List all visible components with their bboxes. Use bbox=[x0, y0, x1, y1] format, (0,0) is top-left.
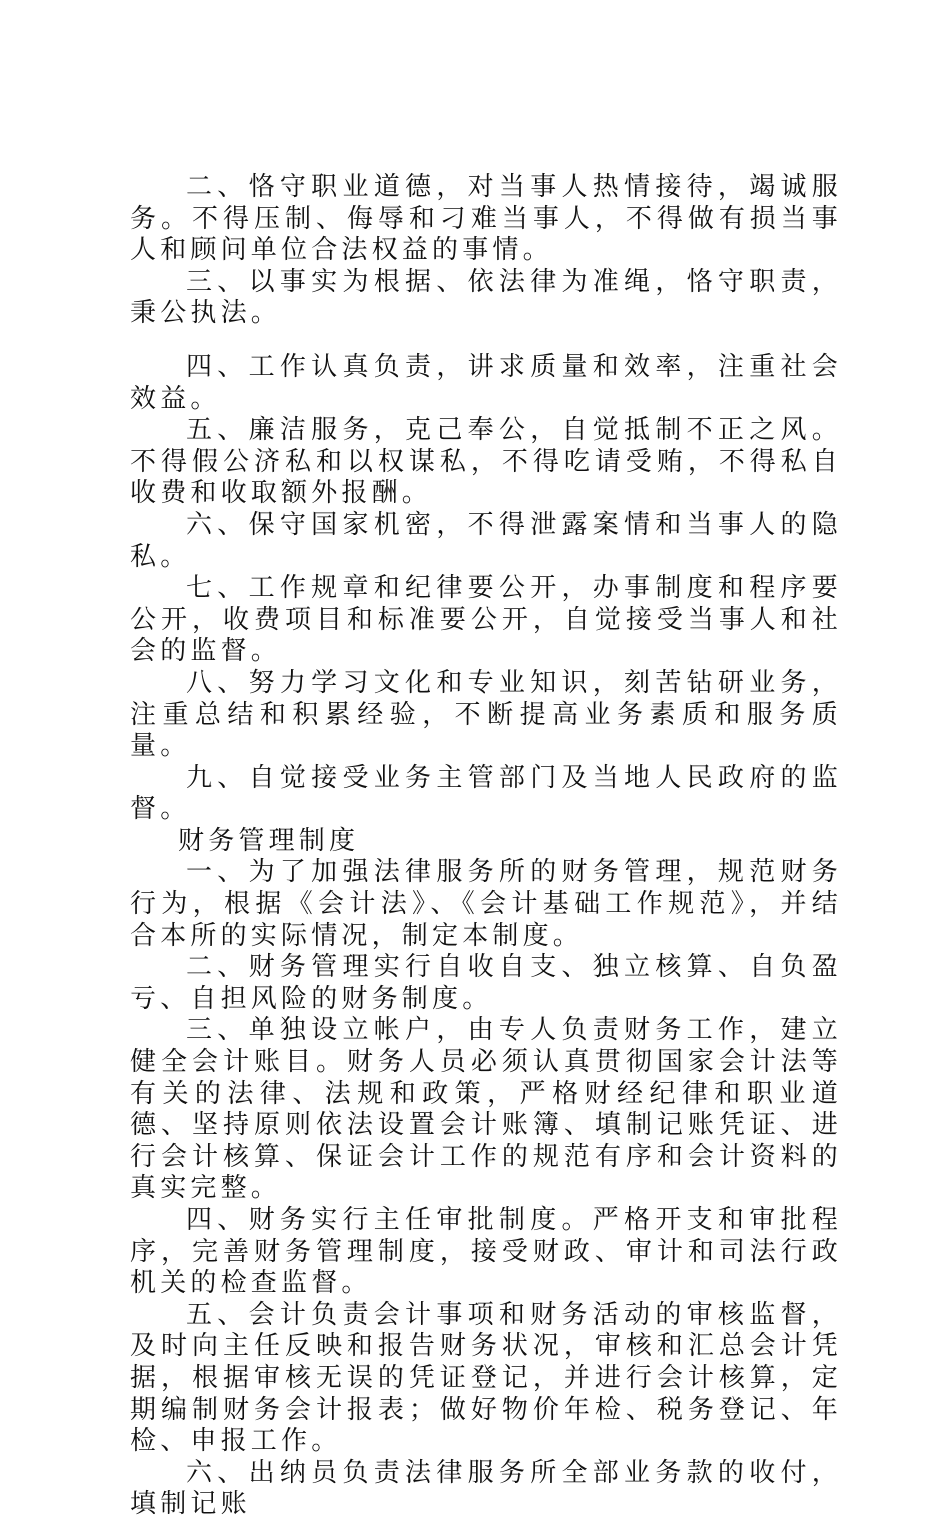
paragraph-3: 三、以事实为根据、依法律为准绳，恪守职责，秉公执法。 bbox=[130, 266, 842, 329]
finance-paragraph-1: 一、为了加强法律服务所的财务管理，规范财务行为，根据《会计法》、《会计基础工作规范》，并结合本所的实际情况，制定本制度。 bbox=[130, 857, 842, 951]
paragraph-4: 四、工作认真负责，讲求质量和效率，注重社会效益。 bbox=[130, 351, 842, 414]
paragraph-7: 七、工作规章和纪律要公开，办事制度和程序要公开，收费项目和标准要公开，自觉接受当事人和社会的监督。 bbox=[130, 573, 842, 667]
finance-paragraph-3: 三、单独设立帐户，由专人负责财务工作，建立健全会计账目。财务人员必须认真贯彻国家会计法等有关的法律、法规和政策，严格财经纪律和职业道德、坚持原则依法设置会计账簿、填制记账凭证、进行会计核算、保证会计工作的规范有序和会计资料的真实完整。 bbox=[130, 1015, 842, 1204]
finance-paragraph-6: 六、出纳员负责法律服务所全部业务款的收付，填制记账 bbox=[130, 1457, 842, 1520]
finance-paragraph-4: 四、财务实行主任审批制度。严格开支和审批程序，完善财务管理制度，接受财政、审计和司法行政机关的检查监督。 bbox=[130, 1205, 842, 1299]
finance-paragraph-2: 二、财务管理实行自收自支、独立核算、自负盈亏、自担风险的财务制度。 bbox=[130, 952, 842, 1014]
paragraph-2: 二、恪守职业道德，对当事人热情接待，竭诚服务。不得压制、侮辱和刁难当事人，不得做有损当事人和顾问单位合法权益的事情。 bbox=[130, 172, 842, 266]
paragraph-5: 五、廉洁服务，克己奉公，自觉抵制不正之风。不得假公济私和以权谋私，不得吃请受贿，不得私自收费和收取额外报酬。 bbox=[130, 415, 842, 509]
paragraph-9: 九、自觉接受业务主管部门及当地人民政府的监督。 bbox=[130, 762, 842, 825]
paragraph-6: 六、保守国家机密，不得泄露案情和当事人的隐私。 bbox=[130, 509, 842, 572]
finance-paragraph-5: 五、会计负责会计事项和财务活动的审核监督，及时向主任反映和报告财务状况，审核和汇总会计凭据，根据审核无误的凭证登记，并进行会计核算，定期编制财务会计报表；做好物价年检、税务登记、年检、申报工作。 bbox=[130, 1299, 842, 1457]
paragraph-8: 八、努力学习文化和专业知识，刻苦钻研业务，注重总结和积累经验，不断提高业务素质和服务质量。 bbox=[130, 667, 842, 762]
section-heading: 财务管理制度 bbox=[178, 825, 360, 856]
document-body bbox=[130, 172, 842, 1521]
